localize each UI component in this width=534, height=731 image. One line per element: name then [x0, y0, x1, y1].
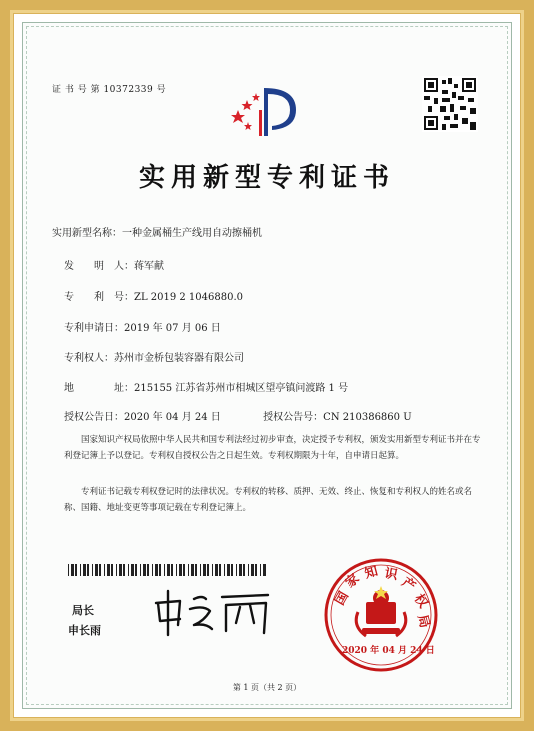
barcode-bar	[167, 564, 170, 576]
paragraph-grant: 国家知识产权局依照中华人民共和国专利法经过初步审查，决定授予专利权，颁发实用新型专利证书并在专利登记簿上予以登记。专利权自授权公告之日起生效。专利权期限为十年，自申请日起算。	[64, 435, 481, 461]
barcode-bar	[224, 564, 225, 576]
barcode-bar	[251, 564, 254, 576]
barcode-bar	[159, 564, 161, 576]
announcement-row	[64, 408, 412, 423]
certificate-number: 证 书 号 第 10372339 号	[52, 85, 167, 95]
svg-text:产: 产	[398, 574, 418, 595]
barcode-bar	[83, 564, 86, 576]
svg-text:知: 知	[363, 564, 380, 582]
qr-code-icon	[422, 76, 478, 132]
certificate-title: 实用新型专利证书	[138, 163, 395, 193]
barcode-bar	[236, 564, 237, 576]
barcode-bar	[243, 564, 245, 576]
field-value: 一种金属桶生产线用自动擦桶机	[122, 228, 262, 239]
barcode-bar	[111, 564, 113, 576]
barcode-bar	[107, 564, 110, 576]
barcode-bar	[119, 564, 122, 576]
field-label: 专利权人：	[64, 353, 114, 364]
barcode-bar	[239, 564, 242, 576]
barcode-bar	[183, 564, 185, 576]
field-row-patent-number	[64, 288, 243, 303]
official-seal	[322, 556, 440, 674]
barcode-bar	[219, 564, 221, 576]
barcode-bar	[147, 564, 149, 576]
barcode-bar	[152, 564, 153, 576]
barcode-bar	[140, 564, 141, 576]
director-name-label: 申长雨	[68, 624, 101, 637]
barcode-bar	[176, 564, 177, 576]
barcode-bar	[231, 564, 233, 576]
page-footer: 第 1 页（共 2 页）	[232, 683, 302, 692]
svg-text:识: 识	[383, 566, 399, 584]
barcode-icon	[68, 564, 268, 576]
field-label: 地 址：	[64, 383, 134, 394]
barcode-bar	[135, 564, 137, 576]
field-value: 2019 年 07 月 06 日	[124, 323, 221, 334]
announcement-number-label: 授权公告号：	[263, 412, 324, 423]
cnipa-logo-icon	[228, 80, 308, 140]
barcode-bar	[116, 564, 117, 576]
paragraph-legal-status: 专利证书记载专利权登记时的法律状况。专利权的转移、质押、无效、终止、恢复和专利权人的姓名或名称、国籍、地址变更等事项记载在专利登记簿上。	[64, 487, 473, 513]
field-label: 专利申请日：	[64, 323, 124, 334]
barcode-bar	[155, 564, 158, 576]
barcode-bar	[92, 564, 93, 576]
director-title-label: 局长	[72, 604, 94, 617]
svg-text:家: 家	[342, 571, 363, 592]
barcode-bar	[248, 564, 249, 576]
field-row-patentee	[64, 349, 244, 364]
barcode-bar	[260, 564, 261, 576]
barcode-bar	[179, 564, 182, 576]
field-value: ZL 2019 2 1046880.0	[134, 292, 244, 303]
svg-text:局: 局	[414, 613, 432, 630]
field-value: 蒋军献	[134, 261, 164, 272]
field-row-filing-date	[64, 319, 221, 334]
barcode-bar	[80, 564, 81, 576]
field-label: 发 明 人：	[64, 261, 134, 272]
seal-date: 2020 年 04 月 24 日	[342, 646, 435, 656]
barcode-bar	[215, 564, 218, 576]
announcement-date-label: 授权公告日：	[64, 412, 124, 423]
field-row-inventor	[64, 257, 164, 272]
barcode-bar	[227, 564, 230, 576]
barcode-bar	[255, 564, 257, 576]
barcode-bar	[207, 564, 209, 576]
barcode-bar	[75, 564, 77, 576]
announcement-date-value: 2020 年 04 月 24 日	[124, 412, 221, 423]
barcode-bar	[164, 564, 165, 576]
field-row-name	[52, 224, 262, 239]
barcode-bar	[131, 564, 134, 576]
field-row-address	[64, 379, 348, 394]
barcode-bar	[87, 564, 89, 576]
barcode-bar	[68, 564, 69, 576]
barcode-bar	[200, 564, 201, 576]
barcode-bar	[123, 564, 125, 576]
svg-text:权: 权	[410, 591, 431, 611]
barcode-bar	[188, 564, 189, 576]
barcode-bar	[263, 564, 266, 576]
director-signature	[150, 585, 280, 641]
field-label: 专 利 号：	[64, 292, 134, 303]
barcode-bar	[104, 564, 105, 576]
barcode-bar	[195, 564, 197, 576]
barcode-bar	[203, 564, 206, 576]
barcode-bar	[143, 564, 146, 576]
barcode-bar	[128, 564, 129, 576]
svg-text:国: 国	[332, 589, 352, 608]
barcode-bar	[212, 564, 213, 576]
barcode-bar	[71, 564, 74, 576]
announcement-number-value: CN 210386860 U	[323, 412, 412, 423]
field-value: 215155 江苏省苏州市相城区望亭镇问渡路 1 号	[134, 383, 349, 394]
barcode-bar	[191, 564, 194, 576]
field-label: 实用新型名称：	[52, 228, 122, 239]
barcode-bar	[95, 564, 98, 576]
barcode-bar	[99, 564, 101, 576]
field-value: 苏州市金桥包装容器有限公司	[114, 353, 244, 364]
barcode-bar	[171, 564, 173, 576]
